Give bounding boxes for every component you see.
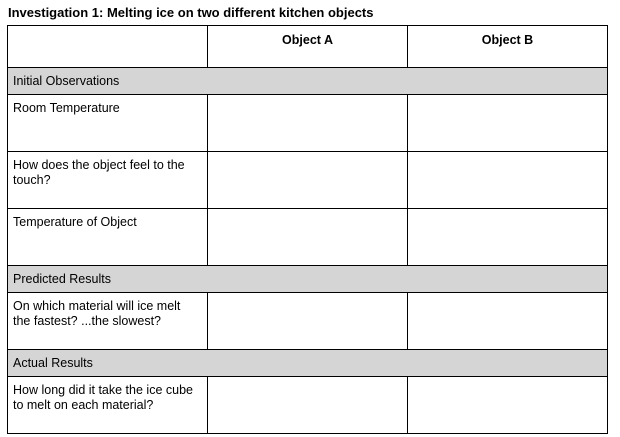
section-row-initial-observations: [8, 68, 608, 95]
object-b-cell[interactable]: [408, 293, 608, 350]
object-a-cell[interactable]: [208, 95, 408, 152]
table-row-temperature-of-object: [8, 209, 608, 266]
header-cell-empty: [8, 26, 208, 68]
object-b-cell[interactable]: [408, 95, 608, 152]
object-a-cell[interactable]: [208, 377, 408, 434]
document-title: Investigation 1: Melting ice on two different kitchen objects: [8, 5, 374, 20]
header-row: [8, 26, 608, 68]
investigation-table: [7, 25, 608, 434]
row-label: On which material will ice melt the fastest? ...the slowest?: [13, 299, 181, 328]
object-a-cell[interactable]: [208, 293, 408, 350]
row-label: Room Temperature: [13, 101, 120, 115]
section-label: Predicted Results: [13, 272, 111, 286]
object-a-cell[interactable]: [208, 209, 408, 266]
section-label: Actual Results: [13, 356, 93, 370]
object-a-cell[interactable]: [208, 152, 408, 209]
table-row-room-temperature: [8, 95, 608, 152]
row-label: How does the object feel to the touch?: [13, 158, 185, 187]
section-row-predicted-results: [8, 266, 608, 293]
table-row-object-feel: [8, 152, 608, 209]
table-row-melt-prediction: [8, 293, 608, 350]
section-label: Initial Observations: [13, 74, 120, 88]
row-label: Temperature of Object: [13, 215, 137, 229]
header-object-a: Object A: [208, 26, 408, 68]
row-label: How long did it take the ice cube to melt on each material?: [13, 383, 193, 412]
section-row-actual-results: [8, 350, 608, 377]
object-b-cell[interactable]: [408, 209, 608, 266]
object-b-cell[interactable]: [408, 377, 608, 434]
header-object-b: Object B: [408, 26, 608, 68]
object-b-cell[interactable]: [408, 152, 608, 209]
table-row-melt-time: [8, 377, 608, 434]
